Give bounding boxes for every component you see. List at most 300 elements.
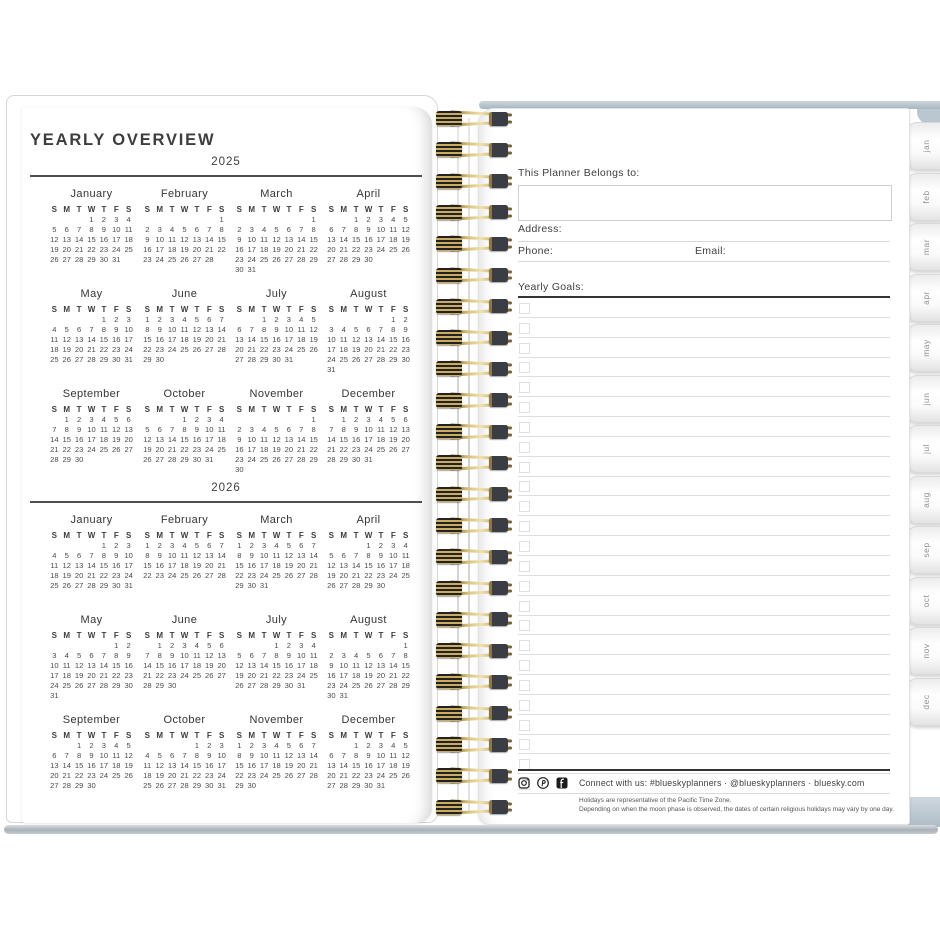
calendar-june-2025 (141, 288, 228, 365)
goal-checkbox[interactable] (519, 481, 530, 492)
goal-checkbox[interactable] (519, 720, 530, 731)
day-number: 13 (401, 425, 410, 434)
facebook-icon[interactable] (556, 777, 568, 789)
address-field-line[interactable] (518, 241, 890, 242)
month-name: October (163, 388, 206, 400)
day-number: 9 (249, 551, 254, 560)
day-number: 16 (124, 661, 133, 670)
day-number: 28 (50, 455, 59, 464)
month-tab-nov[interactable] (906, 627, 940, 675)
day-number: 11 (376, 425, 385, 434)
day-number (387, 255, 399, 265)
month-tab-feb[interactable] (906, 173, 940, 221)
day-number: 22 (217, 245, 226, 254)
day-number (110, 455, 122, 465)
day-number: 17 (376, 235, 386, 244)
weekday-letter: S (125, 531, 132, 540)
day-number: 17 (259, 561, 269, 570)
month-tab-oct[interactable] (906, 577, 940, 625)
day-number: 4 (169, 225, 175, 234)
day-number: 7 (76, 225, 82, 234)
day-number (141, 415, 153, 425)
day-number (215, 681, 227, 691)
day-number: 9 (249, 751, 254, 760)
goal-checkbox[interactable] (519, 640, 530, 651)
goal-checkbox[interactable] (519, 660, 530, 671)
day-number: 14 (217, 551, 226, 560)
weekday-letter: F (113, 531, 119, 540)
day-number (283, 781, 295, 791)
day-number: 7 (341, 225, 346, 234)
day-number: 26 (272, 455, 281, 464)
day-number: 3 (157, 225, 162, 234)
goal-checkbox[interactable] (519, 700, 530, 711)
day-number: 4 (64, 651, 69, 660)
day-number: 5 (403, 741, 408, 750)
day-number: 31 (376, 781, 386, 790)
day-number: 30 (284, 681, 294, 690)
day-number: 18 (50, 571, 59, 580)
day-number: 22 (99, 571, 109, 580)
day-number: 31 (124, 581, 133, 590)
binding-loop (436, 580, 508, 597)
day-number (258, 641, 270, 651)
day-number: 28 (87, 581, 96, 590)
day-number: 31 (124, 355, 133, 364)
day-number: 22 (99, 345, 109, 354)
day-number: 28 (376, 355, 386, 364)
day-number: 18 (112, 761, 121, 770)
day-number (73, 315, 85, 325)
day-number: 2 (169, 641, 175, 650)
goal-checkbox[interactable] (519, 323, 530, 334)
goal-checkbox[interactable] (519, 521, 530, 532)
day-number (154, 215, 166, 225)
belongs-to-field[interactable] (518, 185, 892, 221)
day-number: 28 (167, 455, 177, 464)
day-number: 8 (157, 651, 162, 660)
goal-checkbox[interactable] (519, 382, 530, 393)
binding-coil-right (489, 581, 508, 595)
goal-checkbox[interactable] (519, 541, 530, 552)
weekday-letter: W (87, 731, 96, 740)
day-number: 13 (62, 235, 71, 244)
goal-checkbox[interactable] (519, 739, 530, 750)
tab-label: aug (921, 491, 931, 508)
month-tab-jun[interactable] (906, 375, 940, 423)
day-number: 28 (339, 781, 348, 790)
weekday-letter: T (101, 205, 107, 214)
month-tab-sep[interactable] (906, 526, 940, 574)
day-number: 2 (249, 741, 254, 750)
weekday-letter: T (101, 405, 107, 414)
day-number: 19 (112, 435, 121, 444)
day-number: 11 (401, 551, 410, 560)
day-number (283, 465, 295, 475)
day-number: 15 (351, 761, 361, 770)
day-number: 23 (364, 245, 373, 254)
day-number: 28 (297, 455, 306, 464)
tab-label: mar (921, 238, 931, 256)
day-number: 29 (259, 355, 269, 364)
day-number: 13 (327, 761, 336, 770)
weekday-letter: T (169, 405, 175, 414)
instagram-icon[interactable] (518, 777, 530, 789)
binding-coil-left (436, 455, 462, 470)
day-number: 4 (274, 741, 279, 750)
day-number: 14 (87, 335, 96, 344)
weekday-letter: F (206, 405, 212, 414)
weekday-letter: F (390, 531, 396, 540)
weekday-letter: W (180, 531, 189, 540)
day-number: 29 (87, 255, 96, 264)
day-number: 25 (401, 571, 410, 580)
weekday-letter: M (340, 205, 348, 214)
day-number: 2 (237, 225, 242, 234)
month-tab-dec[interactable] (906, 678, 940, 726)
binding-coil-right (489, 800, 508, 814)
day-number: 8 (274, 651, 279, 660)
day-number: 21 (62, 771, 71, 780)
day-number (85, 691, 97, 701)
day-number: 22 (180, 445, 189, 454)
day-number: 13 (284, 235, 294, 244)
weekday-letter: S (51, 631, 57, 640)
day-number (61, 315, 73, 325)
day-number: 17 (284, 335, 294, 344)
month-grid (48, 205, 135, 265)
day-number (350, 541, 362, 551)
day-number (85, 315, 97, 325)
day-number: 15 (235, 761, 244, 770)
day-number: 5 (274, 425, 279, 434)
day-number: 2 (274, 315, 279, 324)
weekday-letter: S (144, 405, 150, 414)
calendar-august-2025 (325, 288, 412, 375)
day-number: 6 (52, 751, 57, 760)
day-number (307, 781, 319, 791)
day-number: 2 (145, 225, 150, 234)
day-number (48, 641, 60, 651)
day-number: 16 (167, 661, 177, 670)
day-number: 14 (339, 761, 348, 770)
weekday-letter: T (353, 405, 359, 414)
weekday-letter: T (378, 631, 384, 640)
day-number: 21 (87, 571, 96, 580)
day-number: 18 (339, 345, 348, 354)
day-number: 25 (259, 255, 269, 264)
binding-loop (436, 517, 508, 534)
day-number: 19 (401, 761, 410, 770)
day-number: 7 (89, 551, 94, 560)
day-number: 11 (168, 235, 177, 244)
day-number: 17 (87, 435, 96, 444)
goal-checkbox[interactable] (519, 343, 530, 354)
day-number: 30 (112, 581, 121, 590)
day-number: 22 (364, 571, 373, 580)
day-number: 25 (389, 771, 398, 780)
binding-coil-right (489, 425, 508, 439)
day-number: 29 (99, 355, 109, 364)
footer-divider (567, 793, 889, 794)
day-number: 29 (351, 255, 361, 264)
day-number (166, 741, 178, 751)
day-number: 11 (62, 661, 71, 670)
day-number: 3 (366, 415, 371, 424)
day-number: 5 (274, 225, 279, 234)
day-number (295, 215, 307, 225)
day-number: 15 (62, 435, 71, 444)
day-number: 27 (87, 681, 96, 690)
day-number: 13 (297, 751, 306, 760)
calendar-november-2025 (233, 388, 320, 475)
month-tab-jan[interactable] (906, 122, 940, 170)
day-number (61, 691, 73, 701)
day-number: 24 (167, 571, 177, 580)
day-number (295, 415, 307, 425)
goal-checkbox[interactable] (519, 422, 530, 433)
binding-loop (436, 392, 508, 409)
calendar-november-2026 (233, 714, 320, 791)
day-number: 24 (87, 445, 96, 454)
binding-coil-right (489, 331, 508, 345)
day-number (338, 641, 350, 651)
month-name: May (80, 288, 103, 300)
day-number: 14 (143, 661, 152, 670)
month-name: January (70, 514, 113, 526)
day-number: 6 (329, 225, 334, 234)
day-number: 28 (87, 355, 96, 364)
day-number: 31 (112, 255, 121, 264)
day-number: 5 (286, 541, 291, 550)
day-number: 6 (194, 225, 199, 234)
day-number: 17 (247, 245, 256, 254)
day-number: 26 (309, 345, 318, 354)
binding-coil-left (436, 643, 462, 658)
day-number (73, 541, 85, 551)
pinterest-icon[interactable] (537, 777, 549, 789)
day-number: 18 (389, 235, 398, 244)
day-number: 27 (284, 255, 294, 264)
day-number (270, 415, 282, 425)
day-number: 15 (389, 335, 398, 344)
day-number: 22 (235, 571, 244, 580)
binding-coil-left (436, 674, 462, 689)
day-number: 16 (235, 245, 244, 254)
day-number: 22 (401, 671, 410, 680)
day-number: 21 (376, 345, 386, 354)
day-number: 24 (155, 255, 164, 264)
day-number: 12 (50, 235, 59, 244)
day-number: 23 (87, 771, 96, 780)
day-number: 19 (351, 345, 361, 354)
goal-checkbox[interactable] (519, 581, 530, 592)
day-number (338, 215, 350, 225)
day-number: 18 (259, 445, 269, 454)
goal-checkbox[interactable] (519, 362, 530, 373)
day-number (48, 315, 60, 325)
month-grid (48, 631, 135, 701)
month-tab-apr[interactable] (906, 274, 940, 322)
goal-checkbox[interactable] (519, 442, 530, 453)
weekday-letter: T (169, 631, 175, 640)
day-number: 24 (112, 245, 121, 254)
binding-coil-left (436, 330, 462, 345)
day-number: 3 (286, 315, 291, 324)
day-number: 1 (76, 741, 82, 750)
calendar-october-2025 (141, 388, 228, 465)
day-number: 22 (309, 445, 318, 454)
day-number: 25 (376, 445, 386, 454)
day-number: 17 (124, 561, 133, 570)
day-number (98, 781, 110, 791)
day-number: 22 (143, 571, 152, 580)
goal-checkbox[interactable] (519, 501, 530, 512)
goal-checkbox[interactable] (519, 303, 530, 314)
day-number: 7 (89, 325, 94, 334)
day-number: 20 (297, 761, 306, 770)
day-number: 24 (205, 445, 214, 454)
day-number: 4 (182, 541, 187, 550)
day-number: 12 (192, 551, 202, 560)
day-number: 31 (217, 781, 226, 790)
day-number: 4 (391, 215, 396, 224)
day-number: 16 (272, 335, 281, 344)
day-number: 6 (207, 541, 212, 550)
weekday-letter: M (63, 531, 71, 540)
phone-email-field-line[interactable] (518, 261, 890, 262)
day-number: 5 (64, 325, 69, 334)
day-number: 21 (74, 245, 84, 254)
month-grid (141, 305, 228, 365)
goal-checkbox[interactable] (519, 620, 530, 631)
tab-label: jul (921, 443, 931, 455)
day-number (350, 315, 362, 325)
day-number: 8 (341, 425, 346, 434)
day-number: 3 (341, 651, 346, 660)
day-number: 16 (284, 661, 294, 670)
day-number: 1 (89, 215, 94, 224)
weekday-letter: F (298, 405, 304, 414)
goal-row (518, 318, 890, 338)
calendar-april-2025 (325, 188, 412, 265)
day-number: 29 (235, 581, 244, 590)
day-number: 25 (389, 245, 398, 254)
day-number: 8 (64, 425, 69, 434)
day-number: 10 (376, 225, 386, 234)
day-number: 21 (339, 245, 348, 254)
day-number: 8 (182, 425, 187, 434)
day-number: 4 (391, 741, 396, 750)
month-tab-jul[interactable] (906, 425, 940, 473)
day-number: 15 (272, 661, 281, 670)
day-number (399, 581, 411, 591)
day-number: 19 (124, 761, 133, 770)
month-tab-aug[interactable] (906, 476, 940, 524)
day-number: 23 (74, 445, 84, 454)
day-number: 14 (62, 761, 71, 770)
day-number: 2 (286, 641, 291, 650)
day-number (338, 741, 350, 751)
weekday-letter: M (156, 631, 164, 640)
day-number: 19 (180, 245, 189, 254)
calendar-december-2026 (325, 714, 412, 791)
month-name: November (249, 714, 304, 726)
goal-checkbox[interactable] (519, 601, 530, 612)
day-number: 14 (50, 435, 59, 444)
day-number: 27 (327, 255, 336, 264)
day-number: 9 (274, 325, 279, 334)
binding-coil-left (436, 518, 462, 533)
day-number (48, 541, 60, 551)
day-number (375, 255, 387, 265)
weekday-letter: S (310, 631, 317, 640)
day-number: 3 (391, 541, 396, 550)
day-number (110, 691, 122, 701)
day-number: 25 (167, 255, 177, 264)
month-name: May (80, 614, 103, 626)
binding-loop (436, 799, 508, 816)
day-number: 1 (101, 541, 106, 550)
month-grid (141, 405, 228, 465)
day-number: 7 (207, 225, 212, 234)
day-number: 24 (124, 345, 133, 354)
goal-checkbox[interactable] (519, 402, 530, 413)
day-number: 29 (309, 455, 318, 464)
day-number (325, 215, 337, 225)
month-name: January (70, 188, 113, 200)
day-number: 13 (74, 335, 84, 344)
day-number: 24 (50, 681, 59, 690)
goal-checkbox[interactable] (519, 462, 530, 473)
weekday-letter: T (194, 631, 200, 640)
goal-checkbox[interactable] (519, 680, 530, 691)
day-number: 30 (99, 255, 109, 264)
binding-coil-left (436, 612, 462, 627)
day-number (362, 691, 374, 701)
day-number: 26 (62, 581, 71, 590)
day-number: 12 (192, 325, 202, 334)
day-number (191, 681, 203, 691)
day-number: 18 (297, 335, 306, 344)
day-number: 24 (99, 771, 109, 780)
weekday-letter: S (310, 731, 317, 740)
day-number: 19 (192, 561, 202, 570)
fine-print-line-1: Holidays are representative of the Pacific Time Zone. (579, 797, 732, 804)
weekday-letter: T (261, 731, 267, 740)
day-number: 31 (297, 681, 306, 690)
weekday-letter: T (286, 631, 292, 640)
binding-coil-left (436, 706, 462, 721)
month-tab-mar[interactable] (906, 223, 940, 271)
day-number (325, 315, 337, 325)
goal-row (518, 695, 890, 715)
day-number: 2 (403, 315, 408, 324)
day-number: 5 (207, 641, 212, 650)
day-number: 29 (62, 455, 71, 464)
month-grid (325, 731, 412, 791)
day-number: 15 (155, 661, 164, 670)
day-number: 16 (205, 761, 214, 770)
month-tab-may[interactable] (906, 324, 940, 372)
weekday-letter: S (328, 205, 334, 214)
day-number: 8 (114, 651, 119, 660)
day-number: 26 (235, 681, 244, 690)
weekday-letter: T (286, 405, 292, 414)
goal-checkbox[interactable] (519, 561, 530, 572)
day-number (295, 465, 307, 475)
day-number: 25 (351, 681, 361, 690)
